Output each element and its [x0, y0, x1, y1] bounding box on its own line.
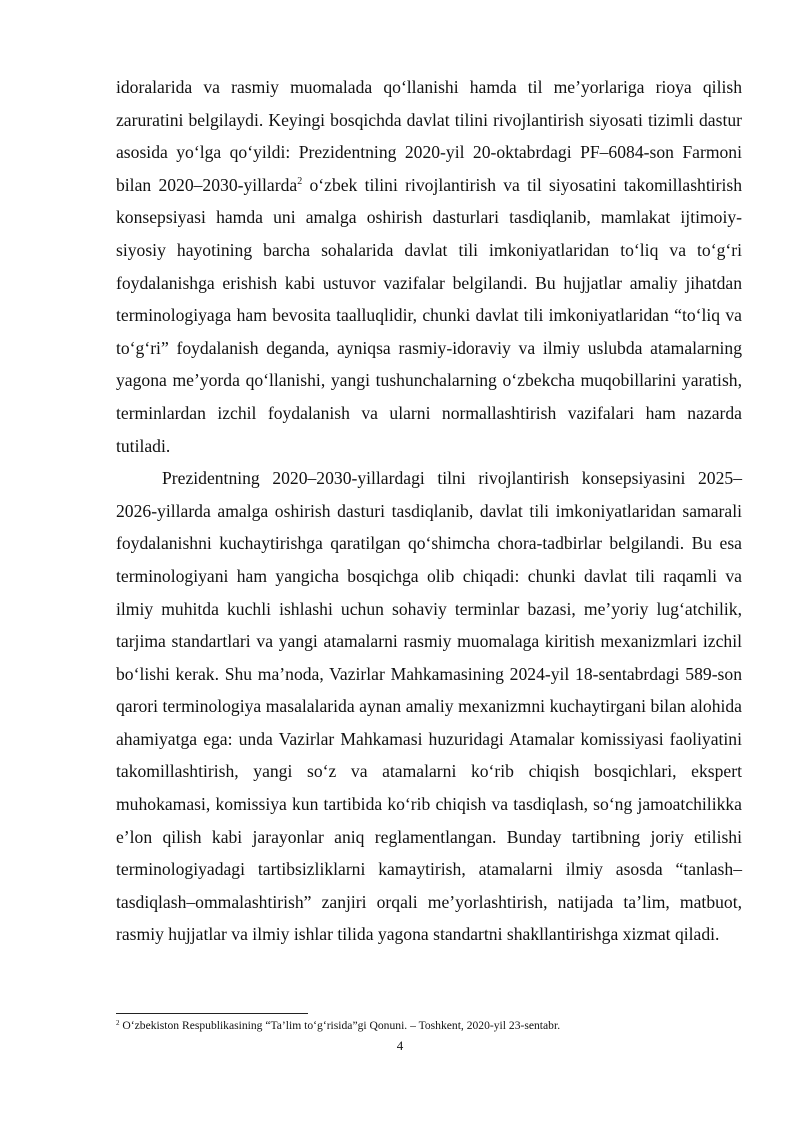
- footnote-reference: 2: [297, 175, 303, 187]
- paragraph-2: Prezidentning 2020–2030-yillardagi tilni rivojlantirish konsepsiyasini 2025–2026-yillarda amalga oshirish dasturi tasdiqlanib, davlat tili imkoniyatlaridan samarali foydalanishni kuchaytirishga qaratilgan qo‘shimcha chora-tadbirlar belgilandi. Bu esa terminologiyani ham yangicha bosqichga olib chiqadi: chunki davlat tili raqamli va ilmiy muhitda kuchli ishlashi uchun sohaviy terminlar bazasi, me’yoriy lug‘atchilik, tarjima standartlari va yangi atamalarni rasmiy muomalaga kiritish mexanizmlari izchil bo‘lishi kerak. Shu ma’noda, Vazirlar Mahkamasining 2024-yil 18-sentabrdagi 589-son qarori terminologiya masalalarida aynan amaliy mexanizmni kuchaytirgani bilan alohida ahamiyatga ega: unda Vazirlar Mahkamasi huzuridagi Atamalar komissiyasi faoliyatini takomillashtirish, yangi so‘z va atamalarni ko‘rib chiqish bosqichlari, ekspert muhokamasi, komissiya kun tartibida ko‘rib chiqish va tasdiqlash, so‘ng jamoatchilikka e’lon qilish kabi jarayonlar aniq reglamentlangan. Bunday tartibning joriy etilishi terminologiyadagi tartibsizliklarni kamaytirish, atamalarni ilmiy asosda “tanlash–tasdiqlash–ommalashtirish” zanjiri orqali me’yorlashtirish, natijada ta’lim, matbuot, rasmiy hujjatlar va ilmiy ishlar tilida yagona standartni shakllantirishga xizmat qiladi.: [116, 468, 742, 945]
- paragraph-1: [116, 71, 742, 462]
- footnote-separator: [116, 1013, 308, 1014]
- paragraph-1-text-before-ref: idoralarida va rasmiy muomalada qo‘llanishi hamda til me’yorlariga rioya qilish zaruratini belgilaydi. Keyingi bosqichda davlat tilini rivojlantirish siyosati tizimli dastur asosida yo‘lga qo‘yildi: Prezidentning 2020-yil 20-oktabrdagi PF–6084-son Farmoni bilan 2020–2030-yillarda: [116, 77, 742, 195]
- body-text: [116, 71, 742, 951]
- footnote: [116, 1018, 742, 1033]
- footnote-marker: 2: [116, 1019, 120, 1027]
- footnote-text: O‘zbekiston Respublikasining “Ta’lim to‘g‘risida”gi Qonuni. – Toshkent, 2020-yil 23-sentabr.: [119, 1019, 561, 1032]
- paragraph-1-text-after-ref: o‘zbek tilini rivojlantirish va til siyosatini takomillashtirish konsepsiyasi hamda uni amalga oshirish dasturlari tasdiqlanib, mamlakat ijtimoiy-siyosiy hayotining barcha sohalarida davlat tili imkoniyatlaridan to‘liq va to‘g‘ri foydalanishga erishish kabi ustuvor vazifalar belgilandi. Bu hujjatlar amaliy jihatdan terminologiyaga ham bevosita taalluqlidir, chunki davlat tili imkoniyatlaridan “to‘liq va to‘g‘ri” foydalanish deganda, ayniqsa rasmiy-idoraviy va ilmiy uslubda atamalarning yagona me’yorda qo‘llanishi, yangi tushunchalarning o‘zbekcha muqobillarini yaratish, terminlardan izchil foydalanish va ularni normallashtirish vazifalari ham nazarda tutiladi.: [116, 174, 743, 456]
- page-number: 4: [396, 1038, 404, 1053]
